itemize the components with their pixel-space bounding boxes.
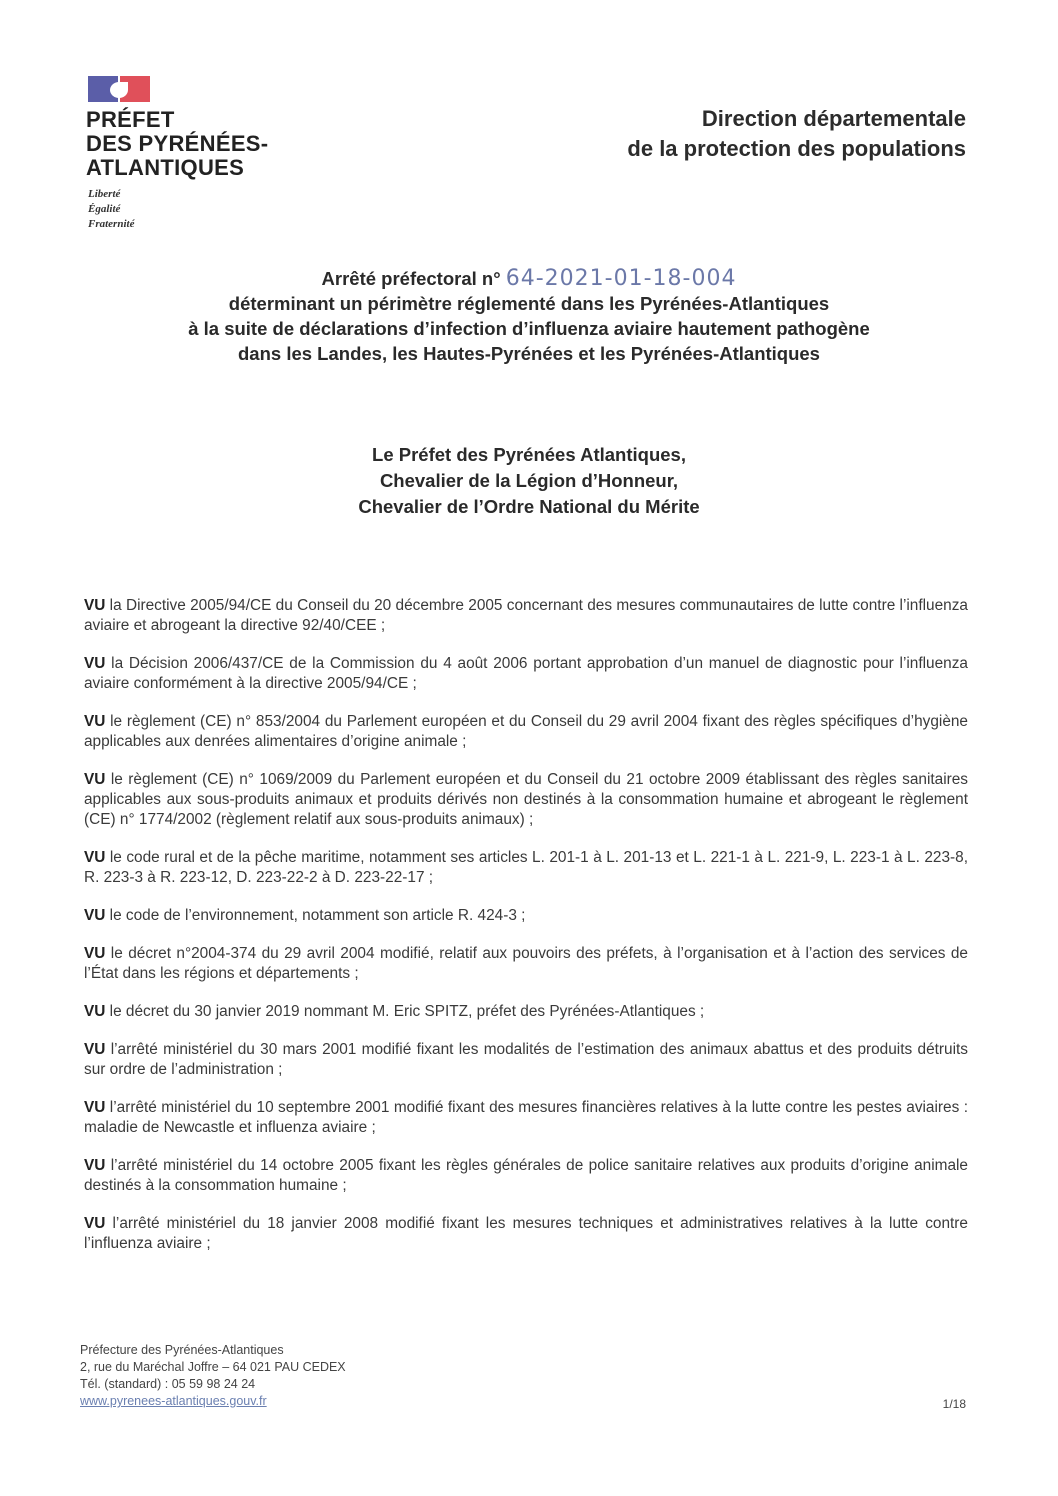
issuing-department	[627, 104, 966, 164]
department-line: Direction départementale	[701, 106, 966, 131]
legal-basis-item	[84, 1098, 968, 1138]
motto-line: Liberté	[88, 188, 121, 200]
motto-line: Fraternité	[88, 218, 135, 230]
legal-basis-item	[84, 1002, 968, 1022]
republic-motto	[88, 187, 134, 232]
title-line: à la suite de déclarations d’infection d’influenza aviaire hautement pathogène	[188, 318, 870, 339]
motto-line: Égalité	[88, 203, 121, 215]
legal-basis-list	[84, 596, 968, 1272]
vu-keyword: VU	[84, 907, 106, 924]
logo-line: DES PYRÉNÉES-	[86, 131, 269, 156]
legal-basis-item	[84, 1040, 968, 1080]
legal-basis-text: le décret n°2004-374 du 29 avril 2004 modifié, relatif aux pouvoirs des préfets, à l’organisation et à l’action des services de l’État dans les régions et départements ;	[84, 945, 968, 982]
decree-prefix: Arrêté préfectoral n°	[321, 268, 506, 289]
legal-basis-item	[84, 654, 968, 694]
vu-keyword: VU	[84, 849, 106, 866]
legal-basis-item	[84, 712, 968, 752]
legal-basis-item	[84, 1156, 968, 1196]
prefect-title-line: Chevalier de l’Ordre National du Mérite	[358, 496, 700, 517]
vu-keyword: VU	[84, 1003, 106, 1020]
page-number: 1/18	[942, 1397, 966, 1411]
marianne-logo	[88, 76, 150, 102]
vu-keyword: VU	[84, 597, 106, 614]
legal-basis-item	[84, 1214, 968, 1254]
legal-basis-text: la Décision 2006/437/CE de la Commission du 4 août 2006 portant approbation d’un manuel de diagnostic pour l’influenza aviaire conformément à la directive 2005/94/CE ;	[84, 655, 968, 692]
legal-basis-text: l’arrêté ministériel du 18 janvier 2008 modifié fixant les mesures techniques et administratives relatives à la lutte contre l’influenza aviaire ;	[84, 1215, 968, 1252]
legal-basis-text: le règlement (CE) n° 853/2004 du Parlement européen et du Conseil du 29 avril 2004 fixant des règles spécifiques d’hygiène applicables aux denrées alimentaires d’origine animale ;	[84, 713, 968, 750]
vu-keyword: VU	[84, 1099, 106, 1116]
legal-basis-text: le code rural et de la pêche maritime, notamment ses articles L. 201-1 à L. 201-13 et L. 221-1 à L. 221-9, L. 223-1 à L. 223-8, R. 223-3 à R. 223-12, D. 223-22-2 à D. 223-22-17 ;	[84, 849, 968, 886]
legal-basis-text: le règlement (CE) n° 1069/2009 du Parlement européen et du Conseil du 21 octobre 2009 établissant des règles sanitaires applicables aux sous-produits animaux et produits dérivés non destinés à la consommation humaine et abrogeant le règlement (CE) n° 1774/2002 (règlement relatif aux sous-produits animaux) ;	[84, 771, 968, 828]
vu-keyword: VU	[84, 771, 106, 788]
vu-keyword: VU	[84, 1157, 106, 1174]
vu-keyword: VU	[84, 1041, 106, 1058]
decree-title	[0, 266, 1058, 366]
prefect-titles	[0, 442, 1058, 520]
prefect-title-line: Le Préfet des Pyrénées Atlantiques,	[372, 444, 686, 465]
legal-basis-item	[84, 944, 968, 984]
title-line: déterminant un périmètre réglementé dans les Pyrénées-Atlantiques	[228, 293, 830, 314]
legal-basis-item	[84, 906, 968, 926]
prefecture-address	[80, 1342, 346, 1410]
department-line: de la protection des populations	[627, 136, 966, 161]
phone-line: Tél. (standard) : 05 59 98 24 24	[80, 1377, 256, 1391]
logo-line: PRÉFET	[86, 107, 175, 132]
prefet-logo-text	[86, 108, 268, 180]
legal-basis-text: l’arrêté ministériel du 14 octobre 2005 fixant les règles générales de police sanitaire relatives aux produits d’origine animale destinés à la consommation humaine ;	[84, 1157, 968, 1194]
decree-number-handwritten: 64-2021-01-18-004	[505, 266, 737, 291]
vu-keyword: VU	[84, 655, 106, 672]
legal-basis-text: l’arrêté ministériel du 30 mars 2001 modifié fixant les modalités de l’estimation des animaux abattus et des produits détruits sur ordre de l’administration ;	[84, 1041, 968, 1078]
title-line: dans les Landes, les Hautes-Pyrénées et les Pyrénées-Atlantiques	[238, 343, 820, 364]
legal-basis-item	[84, 848, 968, 888]
vu-keyword: VU	[84, 713, 106, 730]
vu-keyword: VU	[84, 945, 106, 962]
legal-basis-text: la Directive 2005/94/CE du Conseil du 20 décembre 2005 concernant des mesures communautaires de lutte contre l’influenza aviaire et abrogeant la directive 92/40/CEE ;	[84, 597, 968, 634]
legal-basis-text: le décret du 30 janvier 2019 nommant M. Eric SPITZ, préfet des Pyrénées-Atlantiques ;	[105, 1003, 705, 1020]
address-line: 2, rue du Maréchal Joffre – 64 021 PAU CEDEX	[80, 1360, 346, 1374]
logo-line: ATLANTIQUES	[86, 155, 245, 180]
legal-basis-text: l’arrêté ministériel du 10 septembre 2001 modifié fixant des mesures financières relatives à la lutte contre les pestes aviaires : maladie de Newcastle et influenza aviaire ;	[84, 1099, 968, 1136]
vu-keyword: VU	[84, 1215, 106, 1232]
address-line: Préfecture des Pyrénées-Atlantiques	[80, 1343, 284, 1357]
prefect-title-line: Chevalier de la Légion d’Honneur,	[379, 470, 679, 491]
legal-basis-text: le code de l’environnement, notamment son article R. 424-3 ;	[105, 907, 526, 924]
website-link[interactable]: www.pyrenees-atlantiques.gouv.fr	[80, 1394, 267, 1408]
legal-basis-item	[84, 770, 968, 830]
legal-basis-item	[84, 596, 968, 636]
